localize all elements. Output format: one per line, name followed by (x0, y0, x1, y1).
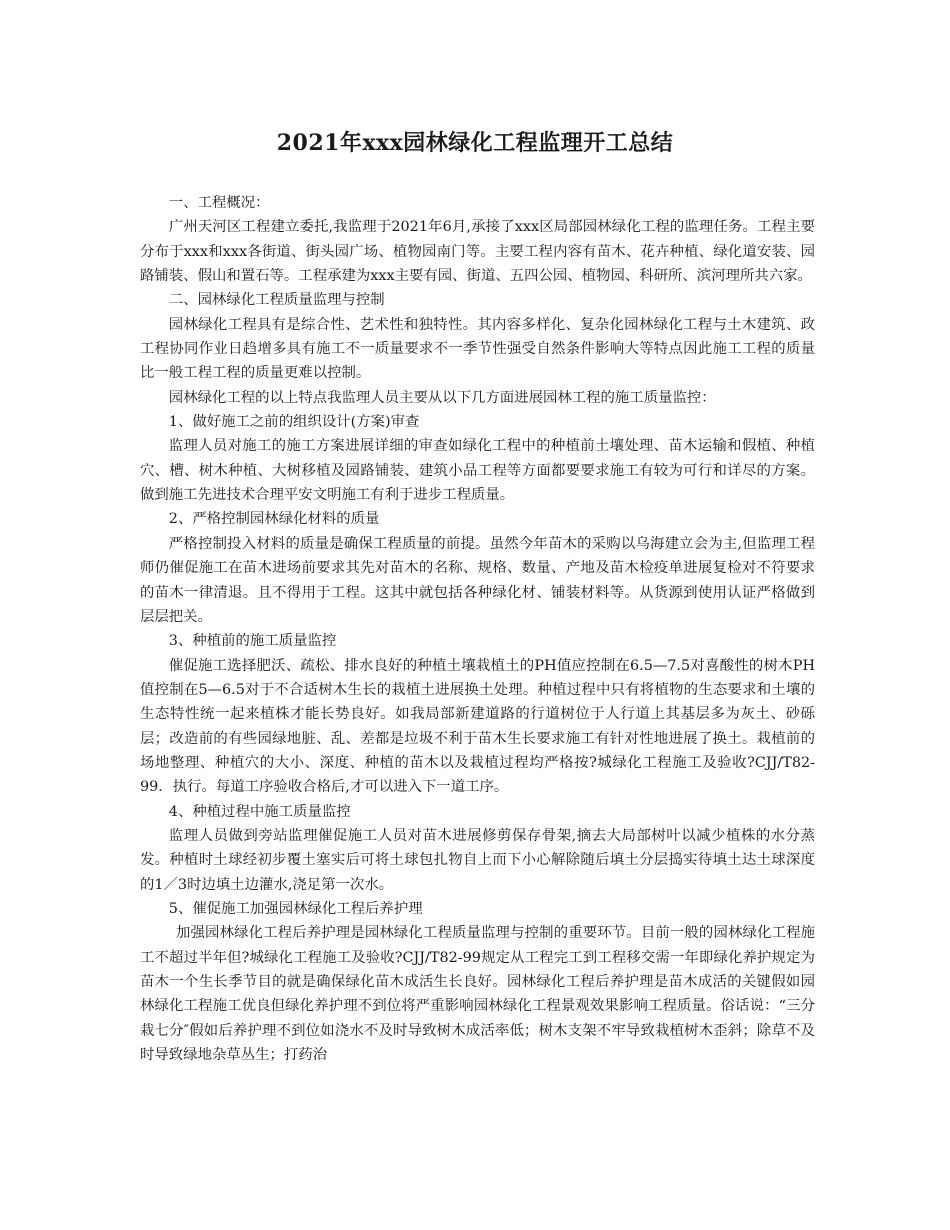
body-paragraph: 催促施工选择肥沃、疏松、排水良好的种植土壤栽植土的PH值应控制在6.5—7.5对喜酸性的树木PH值控制在5—6.5对于不合适树木生长的栽植土进展换土处理。种植过程中只有将植物的生态要求和土壤的生态特性统一起来植株才能长势良好。如我局部新建道路的行道树位于人行道上其基层多为灰土、砂砾层；改造前的有些园绿地脏、乱、差都是垃圾不利于苗木生长要求施工有针对性地进展了换土。栽植前的场地整理、种植穴的大小、深度、种植的苗木以及栽植过程均严格按?城绿化工程施工及验收?CJJ/T82-99．执行。每道工序验收合格后,才可以进入下一道工序。 (140, 657, 815, 796)
body-paragraph: 园林绿化工程的以上特点我监理人员主要从以下几方面进展园林工程的施工质量监控： (168, 389, 716, 406)
body-paragraph: 监理人员做到旁站监理催促施工人员对苗木进展修剪保存骨架,摘去大局部树叶以减少植株的水分蒸发。种植时土球经初步覆土塞实后可将土球包扎物自上而下小心解除随后填土分层捣实待填土达土球深度的1／3时边填土边灌水,浇足第一次水。 (140, 827, 815, 893)
section-heading: 二、园林绿化工程质量监理与控制 (168, 292, 385, 309)
body-paragraph: 广州天河区工程建立委托,我监理于2021年6月,承接了xxx区局部园林绿化工程的监理任务。工程主要分布于xxx和xxx各街道、街头园广场、植物园南门等。主要工程内容有苗木、花卉种植、绿化道安装、园路铺装、假山和置石等。工程承建为xxx主要有园、街道、五四公园、植物园、科研所、滨河理所共六家。 (140, 219, 815, 285)
section-heading: 5、催促施工加强园林绿化工程后养护理 (168, 900, 423, 917)
body-paragraph: 严格控制投入材料的质量是确保工程质量的前提。虽然今年苗木的采购以乌海建立会为主,但监理工程师仍催促施工在苗木进场前要求其先对苗木的名称、规格、数量、产地及苗木检疫单进展复检对不符要求的苗木一律清退。且不得用于工程。这其中就包括各种绿化材、铺装材料等。从货源到使用认证严格做到层层把关。 (140, 535, 815, 625)
section-heading: 一、工程概况： (168, 195, 270, 211)
section-heading: 2、严格控制园林绿化材料的质量 (168, 511, 380, 528)
section-heading: 1、做好施工之前的组织设计(方案)审查 (168, 414, 420, 431)
section-heading: 3、种植前的施工质量监控 (168, 633, 337, 650)
body-paragraph: 监理人员对施工的施工方案进展详细的审查如绿化工程中的种植前土壤处理、苗木运输和假植、种植穴、槽、树木种植、大树移植及园路铺装、建筑小品工程等方面都要要求施工有较为可行和详尽的方案。做到施工先进技术合理平安文明施工有利于进步工程质量。 (140, 438, 815, 504)
section-heading: 4、种植过程中施工质量监控 (168, 803, 351, 820)
document-body (140, 191, 815, 1067)
body-paragraph: 园林绿化工程具有是综合性、艺术性和独特性。其内容多样化、复杂化园林绿化工程与土木建筑、政工程协同作业日趋增多具有施工不一质量要求不一季节性强受自然条件影响大等特点因此施工工程的质量比一般工程工程的质量更难以控制。 (140, 316, 815, 382)
body-paragraph: 加强园林绿化工程后养护理是园林绿化工程质量监理与控制的重要环节。目前一般的园林绿化工程施工不超过半年但?城绿化工程施工及验收?CJJ/T82-99规定从工程完工到工程移交需一年即绿化养护规定为苗木一个生长季节目的就是确保绿化苗木成活生长良好。园林绿化工程后养护理是苗木成活的关键假如园林绿化工程施工优良但绿化养护理不到位将严重影响园林绿化工程景观效果影响工程质量。俗话说：“三分栽七分″假如后养护理不到位如浇水不及时导致树木成活率低；树木支架不牢导致栽植树木歪斜；除草不及时导致绿地杂草丛生；打药治 (140, 925, 815, 1064)
page-title: 2021年xxx园林绿化工程监理开工总结 (276, 130, 674, 156)
